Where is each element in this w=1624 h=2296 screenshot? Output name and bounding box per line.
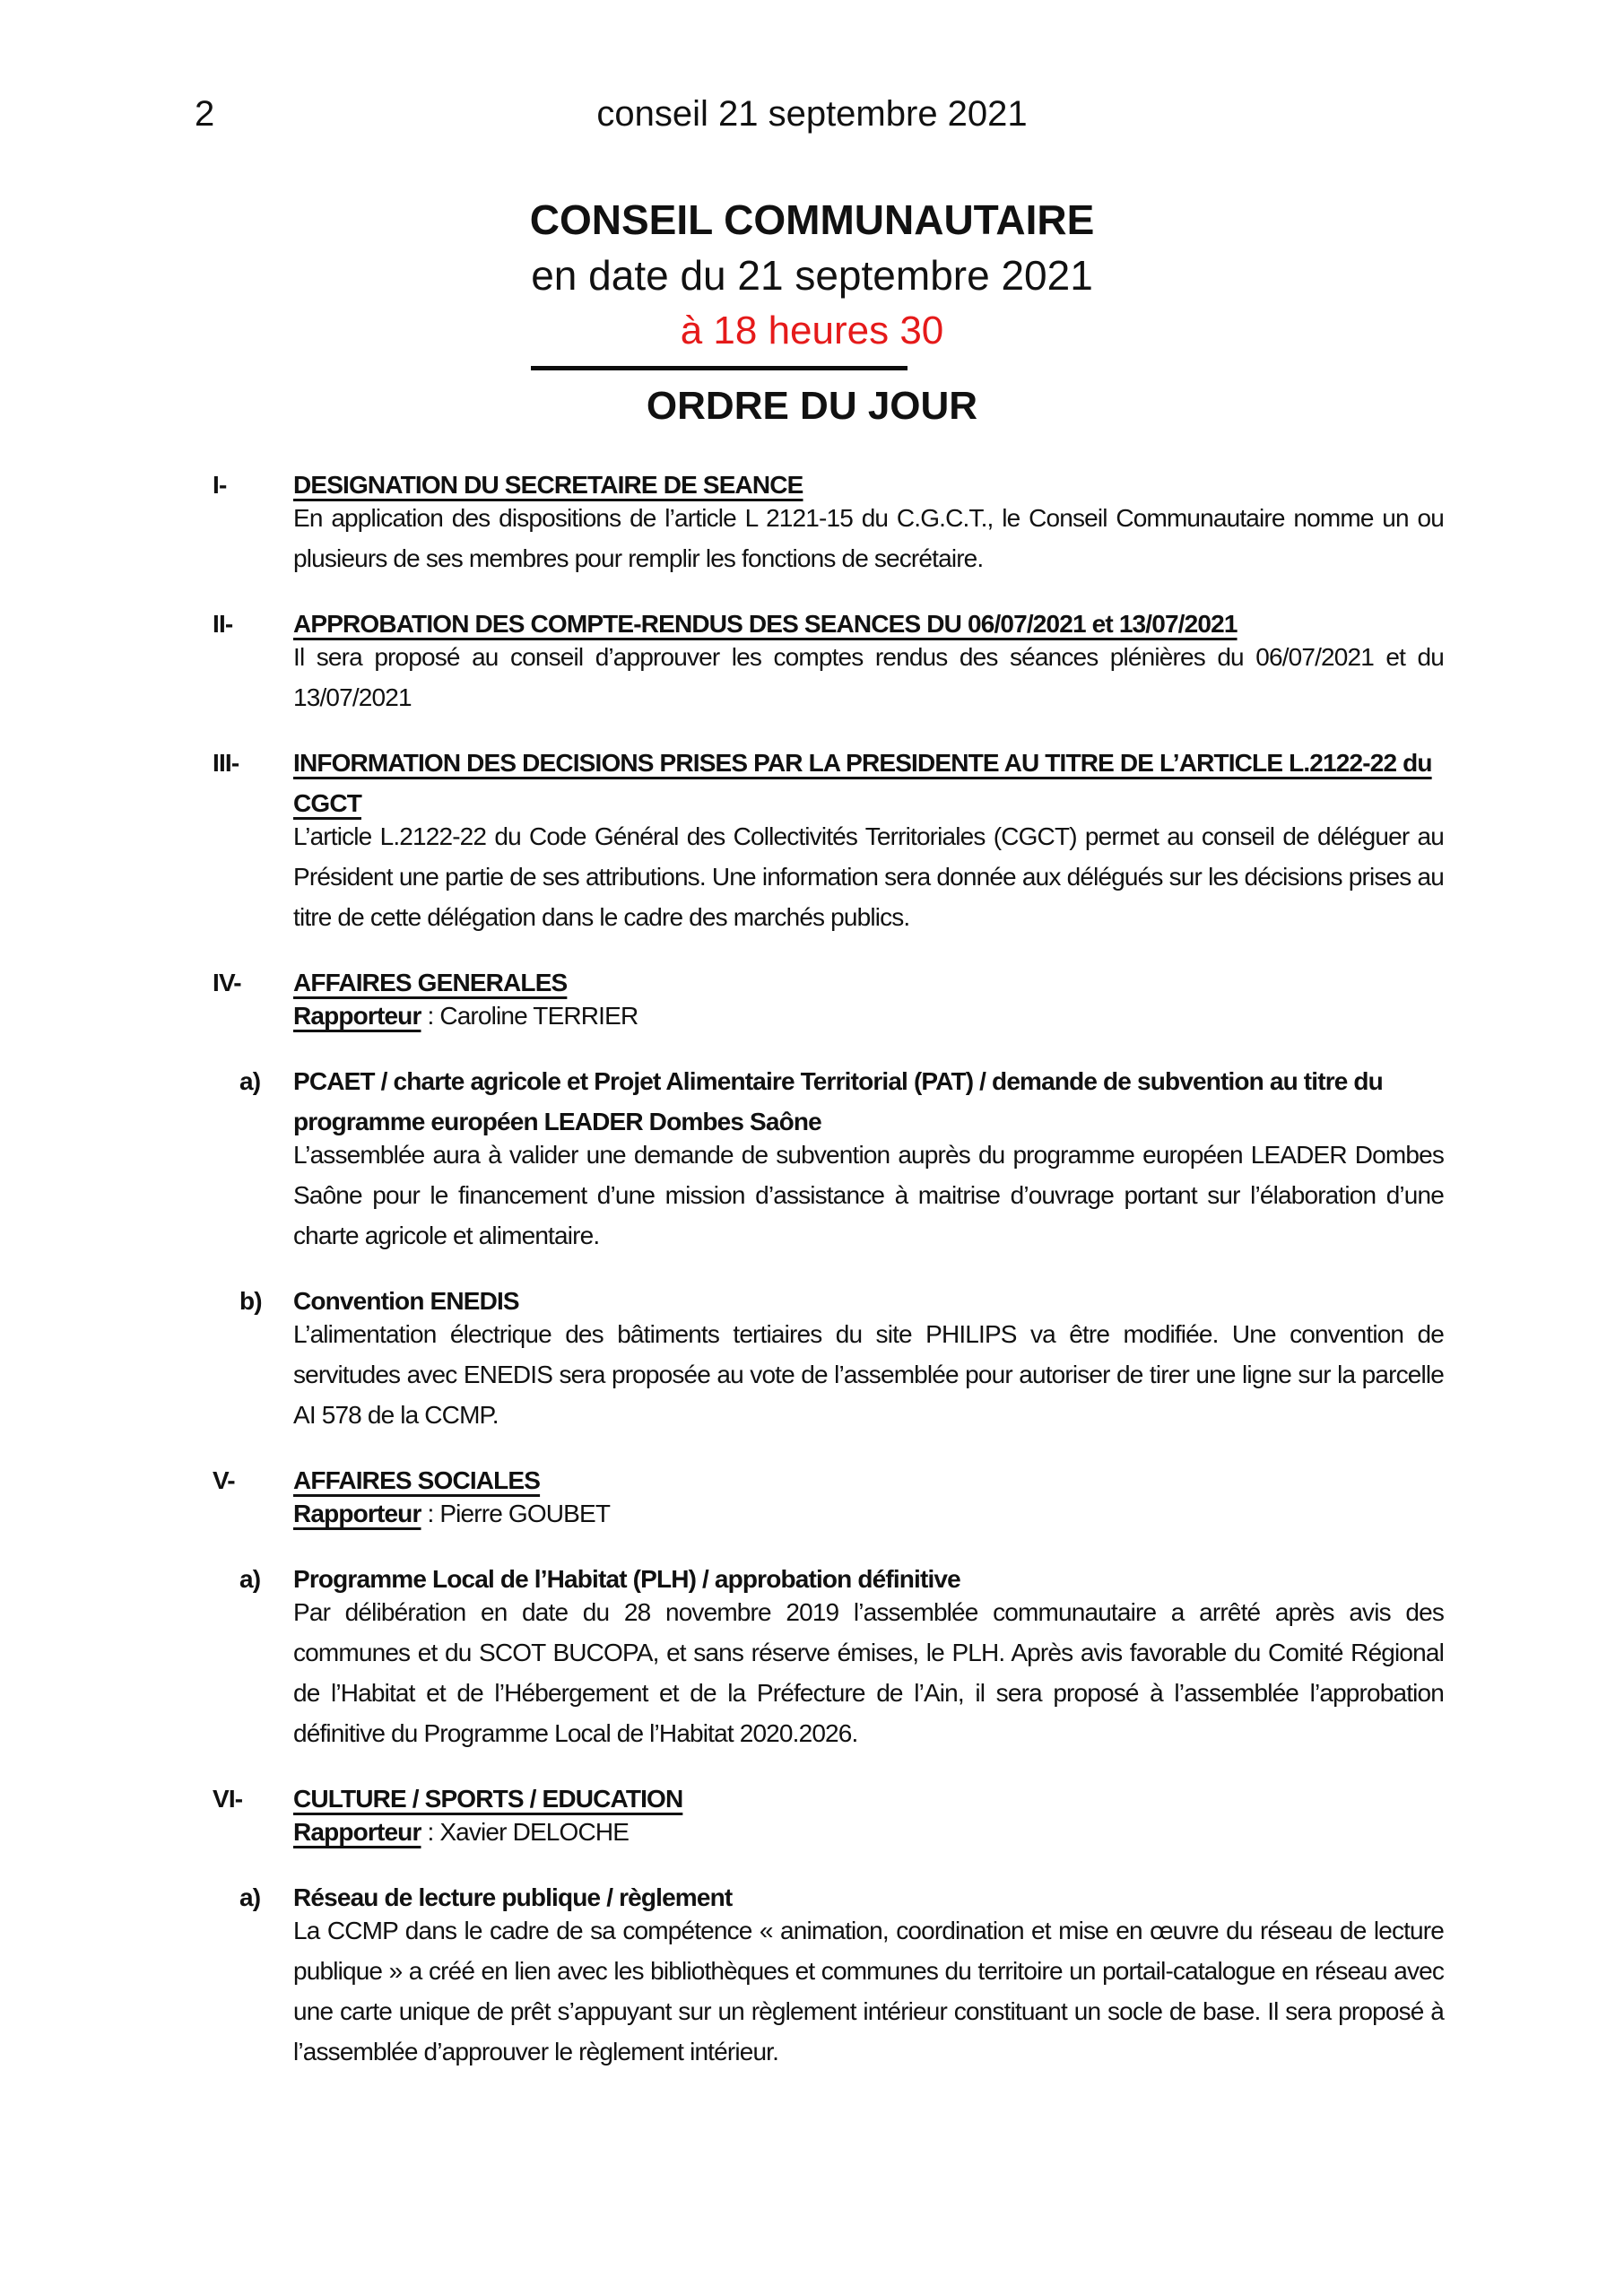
title-block (0, 192, 1624, 359)
agenda-heading: ORDRE DU JOUR (646, 384, 978, 428)
section-number: II- (213, 610, 233, 638)
doc-title: CONSEIL COMMUNAUTAIRE (529, 196, 1095, 243)
item-title: Programme Local de l’Habitat (PLH) / approbation définitive (293, 1565, 960, 1593)
section-number: V- (213, 1466, 235, 1494)
section-heading: CULTURE / SPORTS / EDUCATION (293, 1785, 683, 1813)
agenda-content (213, 465, 1444, 2072)
section-number: I- (213, 471, 227, 499)
item-body: La CCMP dans le cadre de sa compétence « animation, coordination et mise en œuvre du réseau de lecture publique » a créé en lien avec les bibliothèques et communes du territoire un portail-catalogue en réseau avec une carte unique de prêt s’appuyant sur un règlement intérieur constituant un socle de base. Il sera proposé à l’assemblée d’approuver le règlement intérieur. (293, 1917, 1444, 2066)
section-designation-secretaire (213, 465, 1444, 578)
agenda-item-plh (239, 1559, 1444, 1753)
section-affaires-sociales (213, 1460, 1444, 1753)
rapporteur-label: Rapporteur (293, 1500, 421, 1527)
section-heading: AFFAIRES SOCIALES (293, 1466, 541, 1494)
rapporteur-name: : Xavier DELOCHE (421, 1818, 630, 1846)
item-body: Par délibération en date du 28 novembre 2019 l’assemblée communautaire a arrêté après avis des communes et du SCOT BUCOPA, et sans réserve émises, le PLH. Après avis favorable du Comité Régional de l’Habitat et de l’Hébergement et de la Préfecture de l’Ain, il sera proposé à l’assemblée l’approbation définitive du Programme Local de l’Habitat 2020.2026. (293, 1598, 1444, 1747)
section-heading: APPROBATION DES COMPTE-RENDUS DES SEANCES DU 06/07/2021 et 13/07/2021 (293, 610, 1238, 638)
item-letter: a) (239, 1067, 261, 1095)
item-letter: b) (239, 1287, 262, 1315)
agenda-item-convention-enedis (239, 1281, 1444, 1435)
item-letter: a) (239, 1883, 261, 1911)
section-number: VI- (213, 1785, 243, 1813)
rapporteur-line (293, 1493, 1444, 1534)
page-number: 2 (195, 94, 215, 134)
item-body: L’assemblée aura à valider une demande de subvention auprès du programme européen LEADER Dombes Saône pour le financement d’une mission d’assistance à maitrise d’ouvrage portant sur l’élaboration d’une charte agricole et alimentaire. (293, 1141, 1444, 1249)
header-running-title: conseil 21 septembre 2021 (596, 94, 1028, 134)
agenda-item-pcaet (239, 1061, 1444, 1256)
agenda-item-reseau-lecture (239, 1877, 1444, 2072)
rapporteur-name: : Pierre GOUBET (421, 1500, 611, 1527)
section-body: Il sera proposé au conseil d’approuver les comptes rendus des séances plénières du 06/07/2021 et du 13/07/2021 (293, 643, 1444, 711)
section-affaires-generales (213, 962, 1444, 1435)
rapporteur-line (293, 1812, 1444, 1852)
rapporteur-label: Rapporteur (293, 1818, 421, 1846)
section-heading: DESIGNATION DU SECRETAIRE DE SEANCE (293, 471, 803, 499)
section-body: En application des dispositions de l’article L 2121-15 du C.G.C.T., le Conseil Communautaire nomme un ou plusieurs de ses membres pour remplir les fonctions de secrétaire. (293, 504, 1444, 572)
section-heading: INFORMATION DES DECISIONS PRISES PAR LA PRESIDENTE AU TITRE DE L’ARTICLE L.2122-22 du CGCT (293, 749, 1432, 817)
rapporteur-name: : Caroline TERRIER (421, 1002, 638, 1030)
section-approbation-comptes-rendus (213, 604, 1444, 718)
doc-time: à 18 heures 30 (680, 309, 944, 352)
divider-line (531, 366, 908, 370)
section-number: III- (213, 749, 239, 777)
section-culture-sports-education (213, 1779, 1444, 2072)
section-information-decisions (213, 743, 1444, 937)
item-letter: a) (239, 1565, 261, 1593)
item-title: PCAET / charte agricole et Projet Alimentaire Territorial (PAT) / demande de subvention au titre du programme européen LEADER Dombes Saône (293, 1067, 1383, 1135)
item-body: L’alimentation électrique des bâtiments tertiaires du site PHILIPS va être modifiée. Une convention de servitudes avec ENEDIS sera proposée au vote de l’assemblée pour autoriser de tirer une ligne sur la parcelle AI 578 de la CCMP. (293, 1320, 1444, 1429)
section-heading: AFFAIRES GENERALES (293, 969, 568, 996)
rapporteur-line (293, 996, 1444, 1036)
section-number: IV- (213, 969, 241, 996)
item-title: Convention ENEDIS (293, 1287, 519, 1315)
section-body: L’article L.2122-22 du Code Général des Collectivités Territoriales (CGCT) permet au conseil de déléguer au Président une partie de ses attributions. Une information sera donnée aux délégués sur les décisions prises au titre de cette délégation dans le cadre des marchés publics. (293, 822, 1444, 931)
item-title: Réseau de lecture publique / règlement (293, 1883, 733, 1911)
doc-subtitle-date: en date du 21 septembre 2021 (531, 252, 1093, 299)
rapporteur-label: Rapporteur (293, 1002, 421, 1030)
